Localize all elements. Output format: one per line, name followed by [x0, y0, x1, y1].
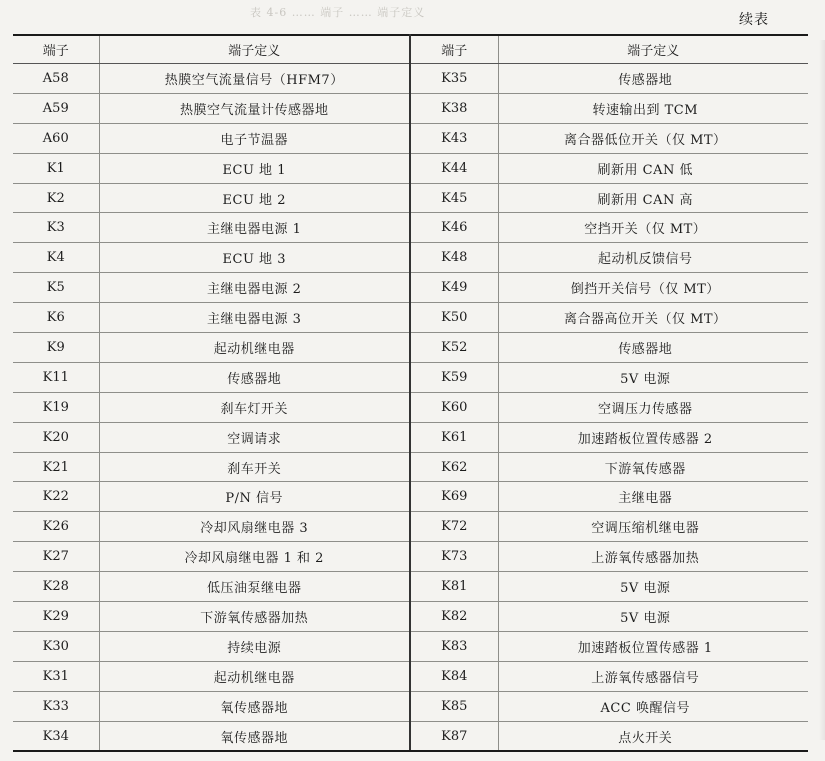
cell-definition-left: 主继电器电源 1: [99, 213, 410, 243]
cell-definition-left: 低压油泵继电器: [99, 572, 410, 602]
cell-terminal-left: A59: [13, 93, 99, 123]
cell-definition-left: 氧传感器地: [99, 721, 410, 751]
cell-terminal-left: K30: [13, 631, 99, 661]
cell-terminal-left: K28: [13, 572, 99, 602]
cell-terminal-right: K62: [410, 452, 498, 482]
table-row: [13, 93, 808, 123]
cell-terminal-right: K83: [410, 631, 498, 661]
cell-terminal-right: K52: [410, 333, 498, 363]
cell-definition-right: 空挡开关（仅 MT）: [498, 213, 808, 243]
cell-terminal-right: K69: [410, 482, 498, 512]
cell-definition-right: 传感器地: [498, 333, 808, 363]
cell-terminal-left: K29: [13, 602, 99, 632]
table-row: [13, 512, 808, 542]
cell-definition-right: 起动机反馈信号: [498, 243, 808, 273]
table-continuation-caption: 续表: [739, 12, 769, 28]
cell-terminal-left: K21: [13, 452, 99, 482]
cell-definition-left: 起动机继电器: [99, 333, 410, 363]
table-row: [13, 691, 808, 721]
cell-terminal-left: K31: [13, 661, 99, 691]
bleed-through-text: 表 4-6 …… 端子 …… 端子定义: [250, 6, 426, 19]
cell-definition-left: 热膜空气流量计传感器地: [99, 93, 410, 123]
cell-terminal-right: K81: [410, 572, 498, 602]
table-row: [13, 153, 808, 183]
cell-definition-right: 离合器低位开关（仅 MT）: [498, 123, 808, 153]
cell-definition-left: P/N 信号: [99, 482, 410, 512]
table-row: [13, 64, 808, 94]
table-header-row: [13, 35, 808, 64]
cell-terminal-left: K34: [13, 721, 99, 751]
table-row: [13, 422, 808, 452]
cell-definition-left: 冷却风扇继电器 1 和 2: [99, 542, 410, 572]
cell-terminal-right: K61: [410, 422, 498, 452]
cell-definition-right: 5V 电源: [498, 362, 808, 392]
page-edge-shadow: [819, 40, 825, 740]
table-row: [13, 183, 808, 213]
cell-definition-right: 空调压缩机继电器: [498, 512, 808, 542]
cell-terminal-left: K2: [13, 183, 99, 213]
table-row: [13, 123, 808, 153]
cell-definition-left: ECU 地 3: [99, 243, 410, 273]
header-terminal-left: 端子: [13, 35, 99, 64]
cell-terminal-right: K43: [410, 123, 498, 153]
table-row: [13, 452, 808, 482]
cell-definition-left: 主继电器电源 2: [99, 273, 410, 303]
table-row: [13, 602, 808, 632]
cell-definition-right: 5V 电源: [498, 572, 808, 602]
cell-definition-right: 5V 电源: [498, 602, 808, 632]
cell-definition-right: 空调压力传感器: [498, 392, 808, 422]
cell-definition-left: 主继电器电源 3: [99, 303, 410, 333]
cell-terminal-right: K85: [410, 691, 498, 721]
cell-terminal-left: K27: [13, 542, 99, 572]
table-row: [13, 482, 808, 512]
cell-terminal-right: K60: [410, 392, 498, 422]
cell-definition-right: 上游氧传感器信号: [498, 661, 808, 691]
cell-terminal-right: K84: [410, 661, 498, 691]
cell-terminal-left: K1: [13, 153, 99, 183]
table-row: [13, 362, 808, 392]
cell-definition-left: 热膜空气流量信号（HFM7）: [99, 64, 410, 94]
cell-definition-left: 氧传感器地: [99, 691, 410, 721]
cell-definition-right: 点火开关: [498, 721, 808, 751]
table-row: [13, 213, 808, 243]
cell-terminal-left: K19: [13, 392, 99, 422]
table-row: [13, 392, 808, 422]
header-terminal-right: 端子: [410, 35, 498, 64]
cell-terminal-left: A60: [13, 123, 99, 153]
table-row: [13, 572, 808, 602]
table-row: [13, 661, 808, 691]
cell-terminal-left: K20: [13, 422, 99, 452]
cell-terminal-right: K50: [410, 303, 498, 333]
cell-definition-left: 下游氧传感器加热: [99, 602, 410, 632]
header-definition-right: 端子定义: [498, 35, 808, 64]
table-row: [13, 243, 808, 273]
cell-definition-left: ECU 地 2: [99, 183, 410, 213]
table-body: [13, 64, 808, 752]
cell-terminal-left: K11: [13, 362, 99, 392]
cell-terminal-right: K35: [410, 64, 498, 94]
cell-definition-left: ECU 地 1: [99, 153, 410, 183]
cell-terminal-right: K82: [410, 602, 498, 632]
cell-terminal-left: K6: [13, 303, 99, 333]
cell-definition-right: 加速踏板位置传感器 2: [498, 422, 808, 452]
cell-definition-right: 下游氧传感器: [498, 452, 808, 482]
table-row: [13, 273, 808, 303]
cell-definition-left: 空调请求: [99, 422, 410, 452]
cell-terminal-left: K3: [13, 213, 99, 243]
cell-definition-right: 传感器地: [498, 64, 808, 94]
table-row: [13, 333, 808, 363]
cell-terminal-right: K72: [410, 512, 498, 542]
cell-terminal-right: K49: [410, 273, 498, 303]
cell-terminal-left: K9: [13, 333, 99, 363]
cell-terminal-left: K33: [13, 691, 99, 721]
cell-terminal-left: K22: [13, 482, 99, 512]
cell-terminal-right: K46: [410, 213, 498, 243]
terminal-definition-table: [13, 34, 808, 752]
cell-terminal-right: K45: [410, 183, 498, 213]
cell-terminal-left: K26: [13, 512, 99, 542]
cell-definition-right: 离合器高位开关（仅 MT）: [498, 303, 808, 333]
table-row: [13, 631, 808, 661]
cell-definition-right: 刷新用 CAN 高: [498, 183, 808, 213]
cell-definition-left: 刹车灯开关: [99, 392, 410, 422]
cell-definition-right: 主继电器: [498, 482, 808, 512]
cell-definition-right: 倒挡开关信号（仅 MT）: [498, 273, 808, 303]
cell-definition-left: 电子节温器: [99, 123, 410, 153]
cell-terminal-right: K38: [410, 93, 498, 123]
cell-terminal-right: K48: [410, 243, 498, 273]
cell-definition-right: 转速输出到 TCM: [498, 93, 808, 123]
cell-terminal-right: K87: [410, 721, 498, 751]
cell-definition-right: ACC 唤醒信号: [498, 691, 808, 721]
cell-definition-left: 持续电源: [99, 631, 410, 661]
cell-terminal-left: K5: [13, 273, 99, 303]
cell-terminal-left: A58: [13, 64, 99, 94]
table-row: [13, 542, 808, 572]
header-definition-left: 端子定义: [99, 35, 410, 64]
cell-terminal-right: K59: [410, 362, 498, 392]
table-row: [13, 303, 808, 333]
table-row: [13, 721, 808, 751]
cell-terminal-right: K44: [410, 153, 498, 183]
cell-definition-left: 起动机继电器: [99, 661, 410, 691]
cell-definition-right: 刷新用 CAN 低: [498, 153, 808, 183]
cell-terminal-right: K73: [410, 542, 498, 572]
cell-definition-left: 冷却风扇继电器 3: [99, 512, 410, 542]
cell-definition-left: 传感器地: [99, 362, 410, 392]
cell-definition-left: 刹车开关: [99, 452, 410, 482]
cell-definition-right: 加速踏板位置传感器 1: [498, 631, 808, 661]
cell-definition-right: 上游氧传感器加热: [498, 542, 808, 572]
cell-terminal-left: K4: [13, 243, 99, 273]
